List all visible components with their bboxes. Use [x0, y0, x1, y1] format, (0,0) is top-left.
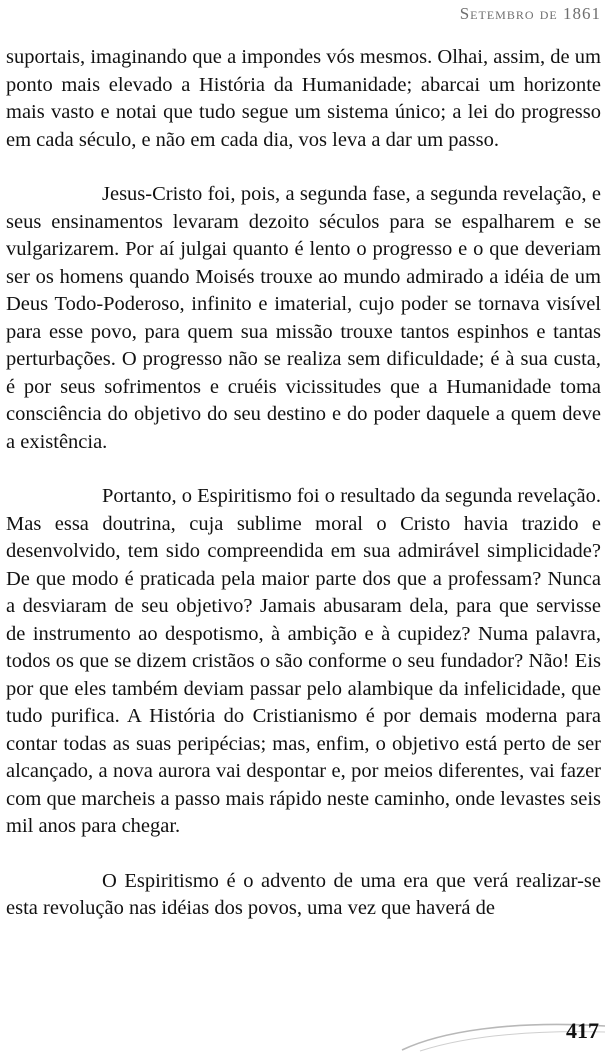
paragraph-1: suportais, imaginando que a impondes vós mesmos. Olhai, assim, de um ponto mais elevado a História da Humanidade; abarcai um horizonte mais vasto e notai que tudo segue um sistema único; a lei do progresso em cada século, e não em cada dia, vos leva a dar um passo. — [6, 46, 601, 151]
page-body — [6, 44, 601, 923]
paragraph-3: Portanto, o Espiritismo foi o resultado da segunda revelação. Mas essa doutrina, cuja sublime moral o Cristo havia trazido e desenvolvido, tem sido compreendida em sua admirável simplicidade? De que modo é praticada pela maior parte dos que a professam? Nunca a desviaram de seu objetivo? Jamais abusaram dela, para que servisse de instrumento ao despotismo, à ambição e à cupidez? Numa palavra, todos os que se dizem cristãos o são conforme o seu fundador? Não! Eis por que eles também deviam passar pelo alambique da infelicidade, que tudo purifica. A História do Cristianismo é por demais moderna para contar todas as suas peripécias; mas, enfim, o objetivo está perto de ser alcançado, a nova aurora vai despontar e, por meios diferentes, vai fazer com que marcheis a passo mais rápido neste caminho, onde levastes seis mil anos para chegar. — [6, 485, 601, 837]
page-number: 417 — [566, 1018, 599, 1043]
paragraph-2: Jesus-Cristo foi, pois, a segunda fase, a segunda revelação, e seus ensinamentos levaram dezoito séculos para se espalharem e se vulgarizarem. Por aí julgai quanto é lento o progresso e o que deveriam ser os homens quando Moisés trouxe ao mundo admirado a idéia de um Deus Todo-Poderoso, infinito e imaterial, cujo poder se tornava visível para esse povo, para quem sua missão trouxe tantos espinhos e tantas perturbações. O progresso não se realiza sem dificuldade; é à sua custa, é por seus sofrimentos e cruéis vicissitudes que a Humanidade toma consciência do objetivo do seu destino e do poder daquele a quem deve a existência. — [6, 183, 601, 453]
paragraph-4: O Espiritismo é o advento de uma era que verá realizar-se esta revolução nas idéias dos povos, uma vez que haverá de — [6, 869, 601, 919]
running-header: Setembro de 1861 — [459, 4, 601, 23]
